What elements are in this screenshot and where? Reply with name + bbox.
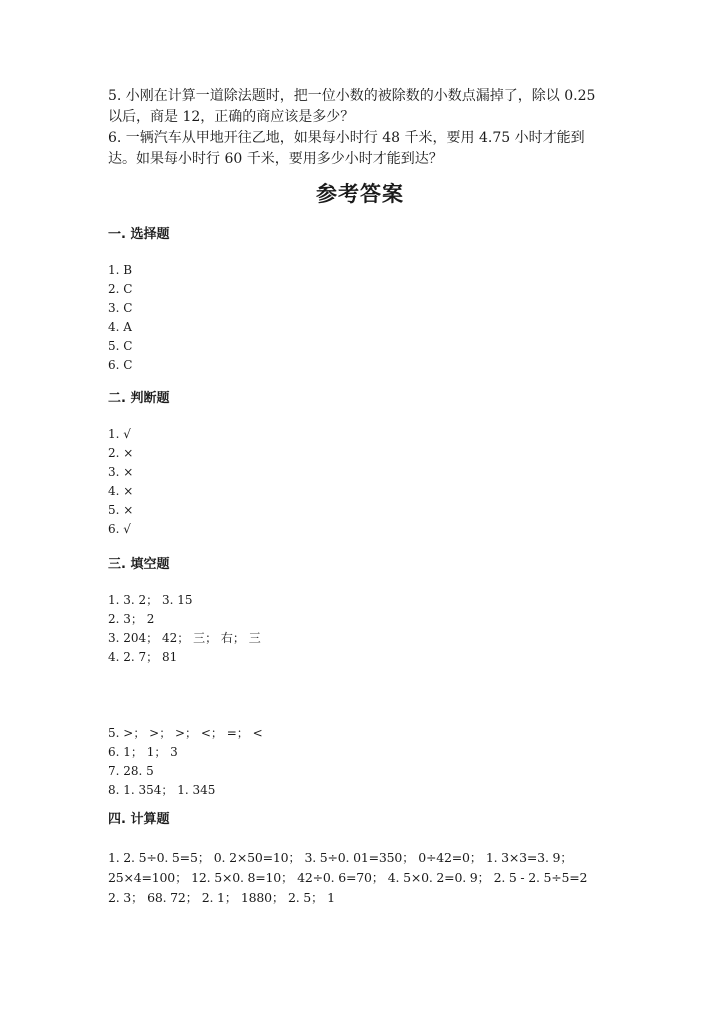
list-item: 6. √ — [108, 522, 131, 536]
list-item: 4. 2. 7； 81 — [108, 650, 178, 664]
list-item: 5. × — [108, 503, 134, 517]
section-calculation — [108, 811, 618, 908]
list-item: 1. 3. 2； 3. 15 — [108, 593, 193, 607]
list-item: 3. 204； 42； 三； 右； 三 — [108, 631, 261, 645]
problem-5-line-2: 以后，商是 12，正确的商应该是多少？ — [108, 109, 355, 125]
list-item: 6. 1； 1； 3 — [108, 745, 178, 759]
list-item: 2. C — [108, 282, 133, 296]
list-item: 2. 3； 68. 72； 2. 1； 1880； 2. 5； 1 — [108, 890, 335, 905]
answer-list-continued — [108, 724, 618, 800]
section-heading: 四. 计算题 — [108, 812, 170, 827]
problem-5-line-1: 5. 小刚在计算一道除法题时，把一位小数的被除数的小数点漏掉了，除以 0.25 — [108, 88, 596, 104]
section-heading: 二. 判断题 — [108, 391, 170, 406]
problem-6-line-2: 达。如果每小时行 60 千米，要用多少小时才能到达？ — [108, 151, 443, 167]
list-item: 3. C — [108, 301, 133, 315]
problem-6-line-1: 6. 一辆汽车从甲地开往乙地，如果每小时行 48 千米，要用 4.75 小时才能到 — [108, 130, 585, 146]
list-item: 4. A — [108, 320, 132, 334]
section-heading: 一. 选择题 — [108, 227, 170, 242]
list-item: 5. >； >； >； <； =； < — [108, 726, 263, 740]
list-item: 8. 1. 354； 1. 345 — [108, 783, 216, 797]
list-item: 1. 2. 5÷0. 5=5； 0. 2×50=10； 3. 5÷0. 01=350； 0÷42=0； 1. 3×3=3. 9； — [108, 850, 573, 865]
list-item: 2. × — [108, 446, 134, 460]
list-item: 2. 3； 2 — [108, 612, 155, 626]
list-item: 6. C — [108, 358, 133, 372]
list-item: 1. B — [108, 263, 133, 277]
section-multiple-choice — [108, 226, 618, 375]
answer-list — [108, 591, 618, 667]
answer-list — [108, 425, 618, 539]
list-item: 1. √ — [108, 427, 131, 441]
list-item: 25×4=100； 12. 5×0. 8=10； 42÷0. 6=70； 4. 5×0. 2=0. 9； 2. 5 - 2. 5÷5=2 — [108, 870, 588, 885]
list-item: 3. × — [108, 465, 134, 479]
answer-key-title: 参考答案 — [316, 182, 404, 206]
section-true-false — [108, 390, 618, 539]
section-fill-in — [108, 556, 618, 800]
list-item: 5. C — [108, 339, 133, 353]
list-item: 7. 28. 5 — [108, 764, 154, 778]
list-item: 4. × — [108, 484, 134, 498]
word-problems — [108, 86, 618, 170]
section-heading: 三. 填空题 — [108, 557, 170, 572]
answer-list — [108, 848, 618, 908]
answer-list — [108, 261, 618, 375]
